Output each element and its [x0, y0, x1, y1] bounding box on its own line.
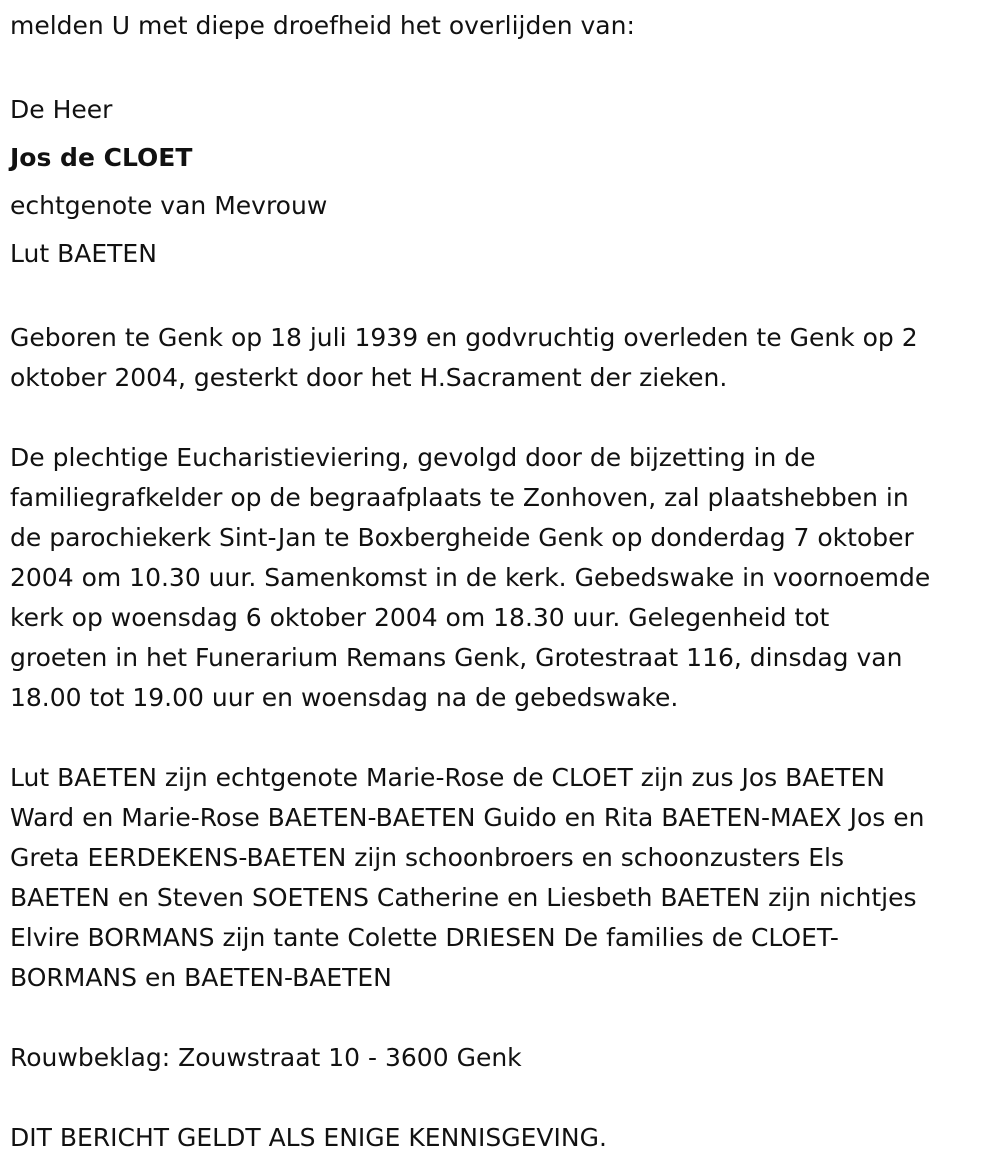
spacer: [10, 998, 995, 1038]
paragraph-line: Greta EERDEKENS-BAETEN zijn schoonbroers en schoonzusters Els: [10, 843, 845, 872]
spacer: [10, 718, 995, 758]
paragraph-line: de parochiekerk Sint-Jan te Boxbergheide Genk op donderdag 7 oktober: [10, 523, 914, 552]
spacer: [10, 1078, 995, 1118]
deceased-title: De Heer: [10, 95, 113, 124]
obituary-notice: [10, 0, 995, 1158]
ceremony-paragraph: [10, 438, 995, 718]
spacer: [10, 398, 995, 438]
birth-death-paragraph: [10, 318, 995, 398]
condolences-address: Rouwbeklag: Zouwstraat 10 - 3600 Genk: [10, 1043, 522, 1072]
deceased-block: [10, 86, 995, 278]
paragraph-line: BORMANS en BAETEN-BAETEN: [10, 963, 392, 992]
paragraph-line: De plechtige Eucharistieviering, gevolgd door de bijzetting in de: [10, 443, 816, 472]
paragraph-line: Lut BAETEN zijn echtgenote Marie-Rose de CLOET zijn zus Jos BAETEN: [10, 763, 885, 792]
family-paragraph: [10, 758, 995, 998]
paragraph-line: BAETEN en Steven SOETENS Catherine en Liesbeth BAETEN zijn nichtjes: [10, 883, 917, 912]
spacer: [10, 278, 995, 318]
intro-text: melden U met diepe droefheid het overlijden van:: [10, 11, 635, 40]
paragraph-line: Geboren te Genk op 18 juli 1939 en godvruchtig overleden te Genk op 2: [10, 323, 918, 352]
paragraph-line: familiegrafkelder op de begraafplaats te Zonhoven, zal plaatshebben in: [10, 483, 909, 512]
spouse-label: echtgenote van Mevrouw: [10, 191, 328, 220]
paragraph-line: Elvire BORMANS zijn tante Colette DRIESEN De families de CLOET-: [10, 923, 839, 952]
paragraph-line: 2004 om 10.30 uur. Samenkomst in de kerk. Gebedswake in voornoemde: [10, 563, 931, 592]
deceased-name: Jos de CLOET: [10, 143, 193, 172]
paragraph-line: 18.00 tot 19.00 uur en woensdag na de gebedswake.: [10, 683, 679, 712]
notice-text: DIT BERICHT GELDT ALS ENIGE KENNISGEVING.: [10, 1123, 607, 1152]
spouse-name: Lut BAETEN: [10, 239, 157, 268]
paragraph-line: groeten in het Funerarium Remans Genk, Grotestraat 116, dinsdag van: [10, 643, 903, 672]
paragraph-line: kerk op woensdag 6 oktober 2004 om 18.30 uur. Gelegenheid tot: [10, 603, 830, 632]
paragraph-line: oktober 2004, gesterkt door het H.Sacrament der zieken.: [10, 363, 728, 392]
paragraph-line: Ward en Marie-Rose BAETEN-BAETEN Guido en Rita BAETEN-MAEX Jos en: [10, 803, 925, 832]
spacer: [10, 46, 995, 86]
